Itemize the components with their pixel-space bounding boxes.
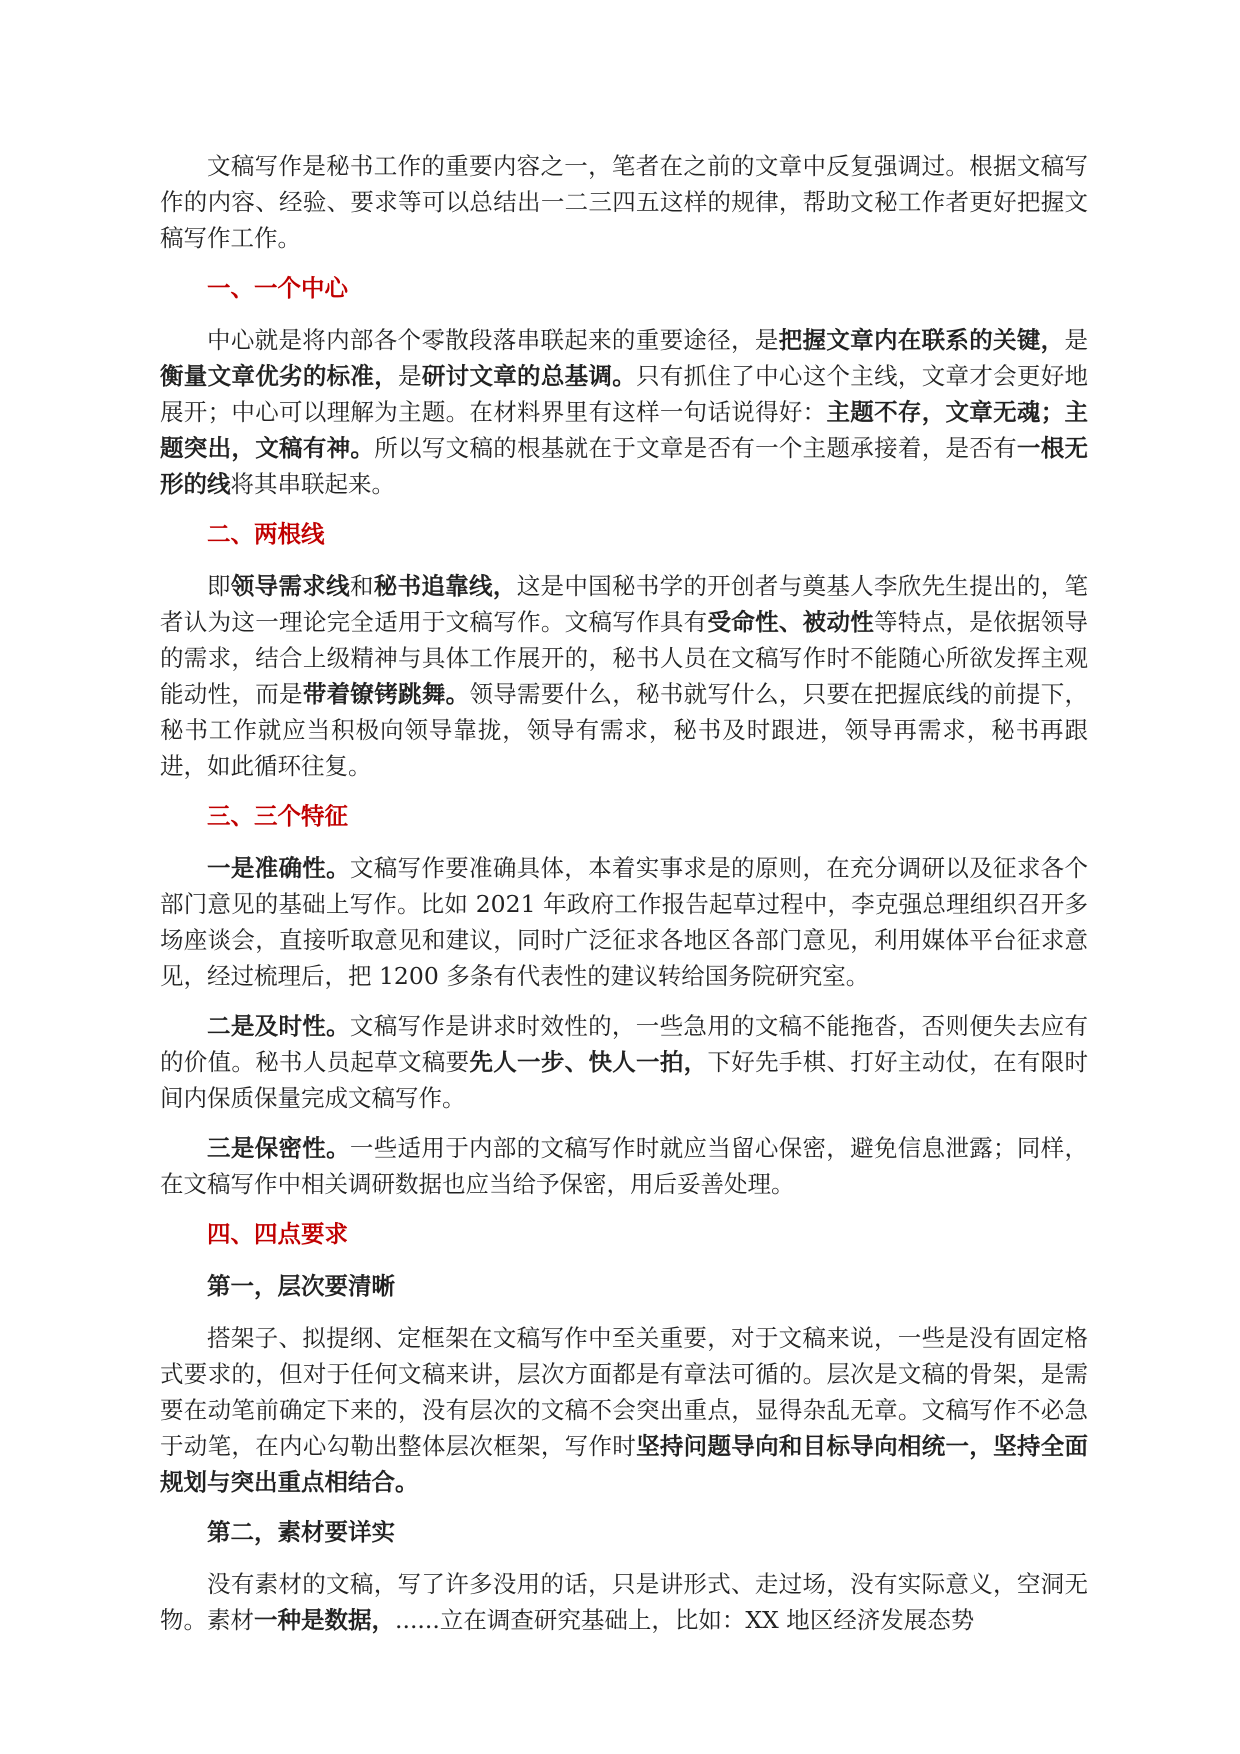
bold-run: 主题不存，文章无魂；主题突出，文稿有神。 <box>160 398 1089 462</box>
text-run: 将其串联起来。 <box>230 470 395 498</box>
text-run: 搭架子、拟提纲、定框架在文稿写作中至关重要，对于文稿来说，一些是没有固定格式要求的，但对于任何文稿来讲，层次方面都是有章法可循的。层次是文稿的骨架，是需要在动笔前确定下来的，没有层次的文稿不会突出重点，显得杂乱无章。文稿写作不必急于动笔，在内心勾勒出整体层次框架，写作时 <box>160 1324 1088 1460</box>
section-1-paragraph <box>160 322 1088 502</box>
layers-paragraph <box>160 1320 1088 1500</box>
bold-run: 坚持问题导向和目标导向相统一，坚持全面规划与突出重点相结合。 <box>160 1432 1089 1496</box>
feature-timeliness-paragraph <box>160 1008 1088 1116</box>
document-page <box>160 148 1088 1652</box>
bold-run: 二是及时性。 <box>207 1012 350 1040</box>
text-run: 和 <box>349 572 374 600</box>
text-run: 只有抓住了中心这个主线，文章才会更好地展开；中心可以理解为主题。在材料界里有这样一句话说得好： <box>160 362 1089 426</box>
text-run: 中心就是将内部各个零散段落串联起来的重要途径，是 <box>207 326 779 354</box>
text-run: 一些适用于内部的文稿写作时就应当留心保密，避免信息泄露；同样，在文稿写作中相关调研数据也应当给予保密，用后妥善处理。 <box>160 1134 1089 1198</box>
bold-run: 受命性、被动性 <box>707 608 875 636</box>
bold-run: 先人一步、快人一拍， <box>469 1048 708 1076</box>
bold-run: 一是准确性。 <box>207 854 350 882</box>
feature-confidentiality-paragraph <box>160 1130 1088 1202</box>
text-run: 文稿写作要准确具体，本着实事求是的原则，在充分调研以及征求各个部门意见的基础上写作。比如 2021 年政府工作报告起草过程中，李克强总理组织召开多场座谈会，直接听取意见和建议，同时广泛征求各地区各部门意见，利用媒体平台征求意见，经过梳理后，把 1200 多条有代表性的建议转给国务院研究室。 <box>160 854 1089 990</box>
text-run: 没有素材的文稿，写了许多没用的话，只是讲形式、走过场，没有实际意义，空洞无物。素材 <box>160 1570 1088 1634</box>
materials-paragraph <box>160 1566 1088 1638</box>
bold-run: 领导需求线 <box>230 572 350 600</box>
subheading-materials: 第二，素材要详实 <box>207 1518 395 1546</box>
bold-run: 一根无形的线 <box>160 434 1089 498</box>
section-heading-3: 三、三个特征 <box>207 802 348 830</box>
text-run: 是 <box>398 362 422 390</box>
section-heading-2: 二、两根线 <box>207 520 325 548</box>
bold-run: 衡量文章优劣的标准， <box>160 362 399 390</box>
bold-run: 秘书追靠线， <box>373 572 517 600</box>
section-2-paragraph <box>160 568 1088 784</box>
subheading-layers: 第一，层次要清晰 <box>207 1272 395 1300</box>
text-run: 文稿写作是讲求时效性的，一些急用的文稿不能拖沓，否则便失去应有的价值。秘书人员起草文稿要 <box>160 1012 1089 1076</box>
text-run: 是 <box>1064 326 1089 354</box>
text-run: 所以写文稿的根基就在于文章是否有一个主题承接着，是否有 <box>374 434 1017 462</box>
bold-run: 带着镣铐跳舞。 <box>302 680 470 708</box>
bold-run: 把握文章内在联系的关键， <box>778 326 1065 354</box>
text-run: 这是中国秘书学的开创者与奠基人李欣先生提出的，笔者认为这一理论完全适用于文稿写作。文稿写作具有 <box>160 572 1089 636</box>
text-run: 即 <box>207 572 231 600</box>
text-run: 下好先手棋、打好主动仗，在有限时间内保质保量完成文稿写作。 <box>160 1048 1089 1112</box>
text-run: 领导需要什么，秘书就写什么，只要在把握底线的前提下，秘书工作就应当积极向领导靠拢，领导有需求，秘书及时跟进，领导再需求，秘书再跟进，如此循环往复。 <box>160 680 1089 780</box>
feature-accuracy-paragraph <box>160 850 1088 994</box>
intro-paragraph <box>160 148 1088 256</box>
bold-run: 三是保密性。 <box>207 1134 350 1162</box>
section-heading-1: 一、一个中心 <box>207 274 348 302</box>
bold-run: 研讨文章的总基调。 <box>421 362 637 390</box>
text-run: ......立在调查研究基础上，比如：XX 地区经济发展态势 <box>395 1606 975 1634</box>
section-heading-4: 四、四点要求 <box>207 1220 348 1248</box>
bold-run: 一种是数据， <box>254 1606 395 1634</box>
intro-text: 文稿写作是秘书工作的重要内容之一，笔者在之前的文章中反复强调过。根据文稿写作的内容、经验、要求等可以总结出一二三四五这样的规律，帮助文秘工作者更好把握文稿写作工作。 <box>160 152 1088 252</box>
text-run: 等特点，是依据领导的需求，结合上级精神与具体工作展开的，秘书人员在文稿写作时不能随心所欲发挥主观能动性，而是 <box>160 608 1089 708</box>
